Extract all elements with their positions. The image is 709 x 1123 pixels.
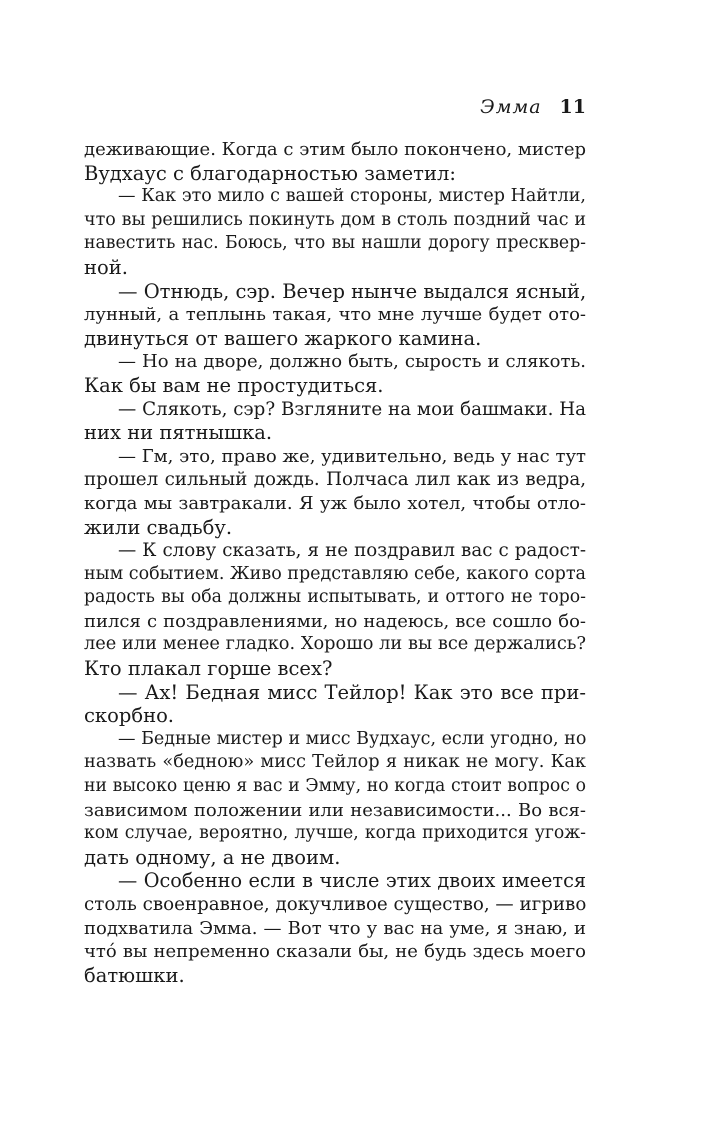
text-line: них ни пятнышка.	[84, 421, 273, 445]
text-line: жили свадьбу.	[84, 515, 233, 539]
page-number: 11	[559, 96, 586, 118]
text-line: — Отнюдь, сэр. Вечер нынче выдался ясный,	[118, 279, 587, 303]
text-line: назвать «бедною» мисс Тейлор я никак не могу. Как	[84, 752, 586, 773]
text-line: столь своенравное, докучливое существо, — игриво	[84, 894, 587, 915]
text-line: — Как это мило с вашей стороны, мистер Найтли,	[118, 186, 586, 207]
text-line: лее или менее гладко. Хорошо ли вы все держались?	[84, 634, 586, 655]
running-title: Эмма	[480, 96, 542, 118]
text-line: — Особенно если в числе этих двоих имеется	[118, 869, 586, 893]
text-line: Как бы вам не простудиться.	[84, 373, 384, 397]
text-line: навестить нас. Боюсь, что вы нашли дорогу пресквер-	[84, 233, 586, 254]
text-line: — Ах! Бедная мисс Тейлор! Как это все при-	[118, 680, 586, 704]
text-line: подхватила Эмма. — Вот что у вас на уме, я знаю, и	[84, 917, 586, 939]
text-line: зависимом положении или независимости... Во вся-	[84, 799, 586, 821]
text-line: двинуться от вашего жаркого камина.	[84, 326, 482, 350]
text-line: — Но на дворе, должно быть, сырость и слякоть.	[118, 351, 586, 373]
text-line: — К слову сказать, я не поздравил вас с радост-	[118, 540, 586, 562]
text-line: Вудхаус с благодарностью заметил:	[84, 161, 456, 185]
text-line: батюшки.	[84, 963, 185, 987]
text-line: скорбно.	[84, 704, 175, 728]
text-line: — Слякоть, сэр? Взгляните на мои башмаки. На	[118, 398, 586, 420]
text-line: ком случае, вероятно, лучше, когда приходится угож-	[84, 823, 586, 844]
text-line: ни высоко ценю я вас и Эмму, но когда стоит вопрос о	[84, 776, 586, 797]
text-line: деживающие. Когда с этим было покончено, мистер	[84, 139, 587, 160]
text-line: — Гм, это, право же, удивительно, ведь у нас тут	[118, 445, 586, 467]
text-line: когда мы завтракали. Я уж было хотел, чтобы отло-	[84, 492, 586, 514]
body-text	[84, 138, 586, 987]
text-line: радость вы оба должны испытывать, и оттого не торо-	[84, 587, 586, 608]
text-line: — Бедные мистер и мисс Вудхаус, если угодно, но	[118, 728, 587, 749]
text-line: пился с поздравлениями, но надеюсь, все сошло бо-	[84, 610, 586, 632]
text-line: ной.	[84, 255, 128, 279]
text-line: Кто плакал горше всех?	[84, 657, 333, 681]
text-line: что вы решились покинуть дом в столь поздний час и	[84, 209, 586, 230]
text-line: лунный, а теплынь такая, что мне лучше будет ото-	[84, 304, 586, 326]
text-line: ным событием. Живо представляю себе, какого сорта	[84, 563, 586, 584]
text-line: что́ вы непременно сказали бы, не будь здесь моего	[84, 941, 586, 963]
text-line: дать одному, а не двоим.	[84, 845, 341, 869]
running-head	[480, 96, 586, 122]
text-line: прошел сильный дождь. Полчаса лил как из ведра,	[84, 469, 586, 491]
